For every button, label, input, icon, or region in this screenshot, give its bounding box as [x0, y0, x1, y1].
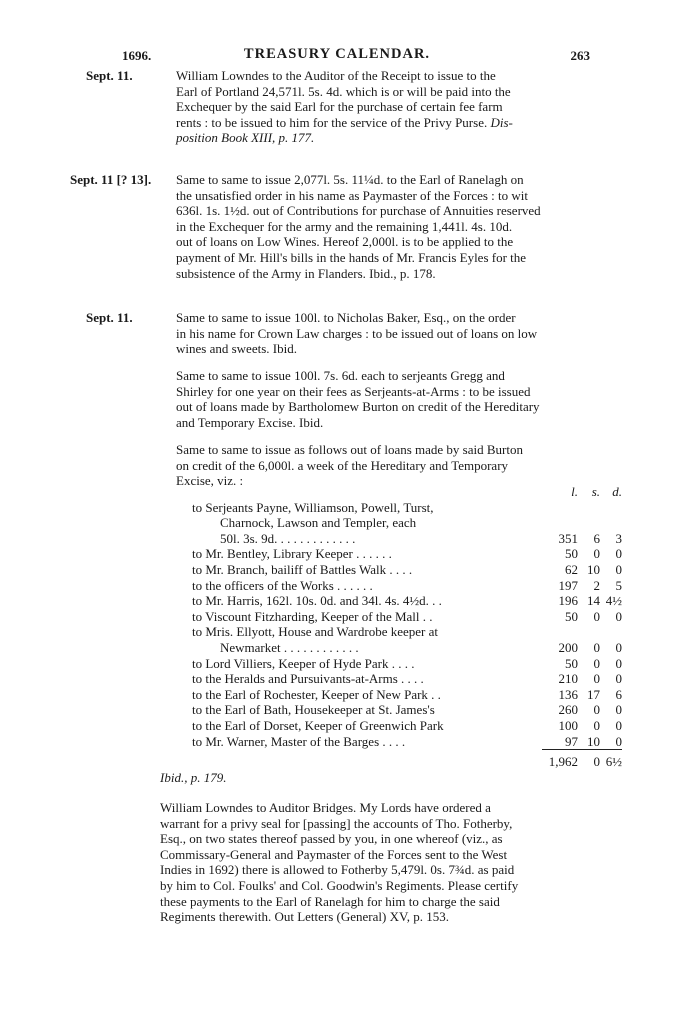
entry-line: subsistence of the Army in Flanders. Ibid., p. 178.: [176, 265, 436, 281]
payee-cell: to Mr. Warner, Master of the Barges . . . .: [192, 734, 406, 749]
table-row: [192, 687, 622, 703]
total-pence: 6½: [600, 750, 622, 770]
shillings-cell: 10: [587, 561, 600, 577]
entry-line: [176, 130, 596, 146]
payee-cell: Newmarket . . . . . . . . . . . .: [220, 639, 359, 655]
pence-cell: 0: [615, 608, 622, 624]
entry-line: Same to same to issue 100l. to Nicholas Baker, Esq., on the order: [176, 310, 516, 325]
table-row: [192, 546, 622, 562]
pounds-cell: 196: [558, 593, 578, 609]
pounds-cell: [542, 624, 578, 640]
pence-cell: 5: [615, 577, 622, 593]
entry-line: warrant for a privy seal for [passing] the accounts of Tho. Fotherby,: [160, 815, 513, 831]
payee-cell: to the Heralds and Pursuivants-at-Arms . . . .: [192, 671, 424, 687]
pence-cell: 4½: [605, 593, 622, 609]
pence-cell: 3: [615, 530, 622, 546]
pence-cell: 0: [615, 702, 622, 718]
table-row: [192, 656, 622, 672]
payee-cell: to Viscount Fitzharding, Keeper of the Mall . .: [192, 608, 433, 624]
entry-line: in the Exchequer for the army and the remaining 1,441l. 4s. 10d.: [176, 218, 513, 234]
pounds-cell: 351: [558, 530, 578, 546]
shillings-cell: 0: [593, 717, 600, 733]
entry-line: Same to same to issue 100l. 7s. 6d. each to serjeants Gregg and: [176, 368, 505, 383]
running-year: 1696.: [122, 48, 152, 63]
payee-cell: to the Earl of Rochester, Keeper of New Park . .: [192, 686, 441, 702]
entry-line: Same to same to issue as follows out of loans made by said Burton: [176, 442, 523, 457]
entry-line: 636l. 1s. 1½d. out of Contributions for purchase of Annuities reserved: [176, 203, 541, 219]
table-row: [192, 500, 622, 516]
table-row: [192, 734, 622, 750]
pence-cell: 6: [615, 686, 622, 702]
entry-line: Indies in 1692) there is allowed to Fotherby 5,479l. 0s. 7¾d. as paid: [160, 862, 515, 878]
payee-cell: Charnock, Lawson and Templer, each: [220, 515, 417, 531]
shillings-cell: 10: [587, 733, 600, 749]
entry-line: William Lowndes to Auditor Bridges. My Lords have ordered a: [160, 800, 491, 815]
entry-line: and Temporary Excise. Ibid.: [176, 414, 324, 430]
citation-text: position Book XIII, p. 177.: [176, 130, 315, 146]
entry-line: [176, 115, 596, 131]
entry-date: Sept. 11 [? 13].: [70, 172, 152, 187]
pence-cell: [600, 500, 622, 516]
entry-line: by him to Col. Foulks' and Col. Goodwin's Regiments. Please certify: [160, 877, 519, 893]
pence-header: d.: [612, 484, 622, 499]
payee-cell: 50l. 3s. 9d. . . . . . . . . . . . .: [220, 530, 356, 546]
pounds-cell: 50: [565, 655, 578, 671]
table-row: [192, 609, 622, 625]
payee-cell: to the Earl of Dorset, Keeper of Greenwich Park: [192, 717, 444, 733]
entry-3: [176, 310, 596, 357]
entry-date: Sept. 11.: [86, 310, 133, 325]
entry-line: out of loans made by Bartholomew Burton on credit of the Hereditary: [176, 399, 540, 415]
entry-6: [160, 800, 596, 925]
entry-line: Same to same to issue 2,077l. 5s. 11¼d. to the Earl of Ranelagh on: [176, 172, 524, 187]
table-row: [192, 624, 622, 640]
entry-line: Regiments therewith. Out Letters (General) XV, p. 153.: [160, 909, 449, 925]
entry-line: Earl of Portland 24,571l. 5s. 4d. which is or will be paid into the: [176, 83, 511, 99]
pence-cell: 0: [615, 733, 622, 749]
entry-line: these payments to the Earl of Ranelagh for him to charge the said: [160, 893, 500, 909]
shillings-cell: 0: [593, 655, 600, 671]
table-head-row: [192, 484, 622, 500]
pounds-cell: 200: [558, 639, 578, 655]
pounds-cell: 197: [558, 577, 578, 593]
payee-cell: to Serjeants Payne, Williamson, Powell, Turst,: [192, 499, 434, 515]
entry-text: rents : to be issued to him for the service of the Privy Purse.: [176, 114, 488, 130]
payee-cell: to Lord Villiers, Keeper of Hyde Park . . . .: [192, 655, 415, 671]
shillings-header: s.: [591, 484, 600, 499]
shillings-cell: 6: [593, 530, 600, 546]
entry-line: out of loans on Low Wines. Hereof 2,000l. is to be applied to the: [176, 234, 514, 250]
table-row: [192, 531, 622, 547]
pence-cell: 0: [615, 671, 622, 687]
entry-line: wines and sweets. Ibid.: [176, 341, 297, 357]
entry-line: Esq., on two states thereof passed by you, in one whereof (viz., as: [160, 831, 503, 847]
pence-cell: 0: [615, 655, 622, 671]
total-pounds: 1,962: [542, 750, 578, 770]
entry-line: payment of Mr. Hill's bills in the hands of Mr. Francis Eyles for the: [176, 249, 527, 265]
pounds-cell: [542, 515, 578, 531]
pounds-header: l.: [571, 484, 578, 499]
table-row: [192, 718, 622, 734]
payee-cell: to Mris. Ellyott, House and Wardrobe keeper at: [192, 624, 439, 640]
table-row: [192, 671, 622, 687]
table-row: [192, 515, 622, 531]
entry-line: William Lowndes to the Auditor of the Receipt to issue to the: [176, 68, 496, 83]
shillings-cell: [578, 624, 600, 640]
pence-cell: [600, 515, 622, 531]
pounds-cell: 97: [565, 733, 578, 749]
entry-2: [176, 172, 596, 281]
shillings-cell: 0: [593, 546, 600, 562]
shillings-cell: 0: [593, 608, 600, 624]
payee-cell: to the Earl of Bath, Housekeeper at St. James's: [192, 702, 435, 718]
payments-rows: [192, 500, 622, 750]
table-row: [192, 578, 622, 594]
pounds-cell: 50: [565, 546, 578, 562]
table-row: [192, 702, 622, 718]
entry-line: in his name for Crown Law charges : to be issued out of loans on low: [176, 325, 538, 341]
entry-line: Commissary-General and Paymaster of the Forces sent to the West: [160, 846, 508, 862]
shillings-cell: 0: [593, 639, 600, 655]
pounds-cell: 210: [558, 671, 578, 687]
entry-line: Exchequer by the said Earl for the purchase of certain fee farm: [176, 99, 503, 115]
pence-cell: 0: [615, 561, 622, 577]
entry-date: Sept. 11.: [86, 68, 133, 83]
entry-5: [176, 442, 596, 489]
entry-line: Excise, viz. :: [176, 473, 244, 489]
shillings-cell: 14: [587, 593, 600, 609]
citation-text: Ibid., p. 179.: [160, 770, 227, 785]
shillings-cell: 17: [587, 686, 600, 702]
payee-cell: to Mr. Branch, bailiff of Battles Walk . . . .: [192, 561, 413, 577]
running-title: TREASURY CALENDAR.: [243, 46, 431, 62]
payee-cell: to the officers of the Works . . . . . .: [192, 577, 373, 593]
payee-cell: to Mr. Harris, 162l. 10s. 0d. and 34l. 4s. 4½d. . .: [192, 593, 442, 609]
payee-cell: to Mr. Bentley, Library Keeper . . . . . .: [192, 546, 392, 562]
pence-cell: 0: [615, 639, 622, 655]
shillings-cell: [578, 500, 600, 516]
shillings-cell: [578, 515, 600, 531]
citation-text: Dis-: [490, 114, 513, 130]
entry-line: Shirley for one year on their fees as Serjeants-at-Arms : to be issued: [176, 383, 531, 399]
total-row: [192, 750, 622, 770]
entry-4: [176, 368, 596, 430]
table-row: [192, 593, 622, 609]
shillings-cell: 0: [593, 671, 600, 687]
pence-cell: 0: [615, 717, 622, 733]
pounds-cell: 136: [558, 686, 578, 702]
shillings-cell: 0: [593, 702, 600, 718]
total-shillings: 0: [578, 750, 600, 770]
pounds-cell: 62: [565, 561, 578, 577]
entry-line: on credit of the 6,000l. a week of the Hereditary and Temporary: [176, 457, 509, 473]
pence-cell: [600, 624, 622, 640]
entry-line: the unsatisfied order in his name as Paymaster of the Forces : to wit: [176, 187, 529, 203]
pounds-cell: 50: [565, 608, 578, 624]
shillings-cell: 2: [593, 577, 600, 593]
entry-1: [176, 68, 596, 146]
pounds-cell: 100: [558, 717, 578, 733]
citation: [160, 770, 226, 786]
table-row: [192, 640, 622, 656]
pounds-cell: [542, 500, 578, 516]
pounds-cell: 260: [558, 702, 578, 718]
pence-cell: 0: [615, 546, 622, 562]
table-row: [192, 562, 622, 578]
payments-table: [192, 484, 622, 770]
page-number: 263: [570, 48, 590, 63]
